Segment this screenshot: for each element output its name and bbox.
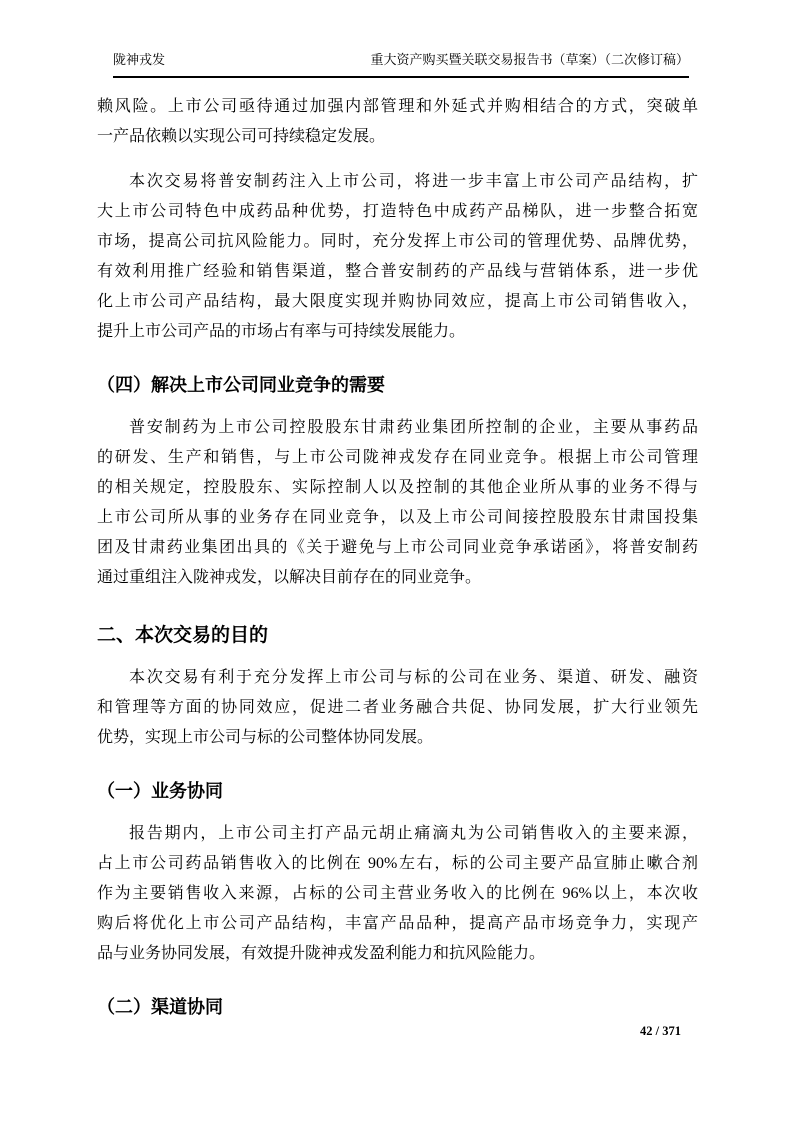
paragraph-line: 一产品依赖以实现公司可持续稳定发展。: [97, 128, 386, 145]
page-number: 42 / 371: [640, 1024, 681, 1038]
paragraph-line: 作为主要销售收入来源，占标的公司主营业务收入的比例在 96%以上，本次收: [97, 885, 698, 902]
header-short-title: 陇神戎发: [113, 52, 166, 67]
page-body: [97, 92, 698, 1035]
paragraph-line: 的相关规定，控股股东、实际控制人以及控制的其他企业所从事的业务不得与: [97, 479, 698, 496]
paragraph-purpose: [97, 663, 698, 753]
paragraph-line: 通过重组注入陇神戎发，以解决目前存在的同业竞争。: [97, 569, 482, 586]
paragraph-line: 品与业务协同发展，有效提升陇神戎发盈利能力和抗风险能力。: [97, 945, 546, 962]
heading-competition: （四）解决上市公司同业竞争的需要: [97, 375, 385, 395]
paragraph-line: 赖风险。上市公司亟待通过加强内部管理和外延式并购相结合的方式，突破单: [97, 98, 698, 115]
paragraph-carryover: [97, 92, 698, 152]
paragraph-line: 团及甘肃药业集团出具的《关于避免与上市公司同业竞争承诺函》，将普安制药: [97, 539, 698, 556]
paragraph-line: 提升上市公司产品的市场占有率与可持续发展能力。: [97, 323, 466, 340]
paragraph-line: 普安制药为上市公司控股股东甘肃药业集团所控制的企业，主要从事药品: [129, 419, 698, 436]
paragraph-line: 市场，提高公司抗风险能力。同时，充分发挥上市公司的管理优势、品牌优势，: [97, 233, 698, 250]
paragraph-line: 的研发、生产和销售，与上市公司陇神戎发存在同业竞争。根据上市公司管理: [97, 449, 698, 466]
paragraph-line: 报告期内，上市公司主打产品元胡止痛滴丸为公司销售收入的主要来源，: [129, 825, 698, 842]
paragraph-line: 大上市公司特色中成药品种优势，打造特色中成药产品梯队，进一步整合拓宽: [97, 203, 698, 220]
heading-business-synergy: （一）业务协同: [97, 781, 223, 801]
paragraph-line: 本次交易有利于充分发挥上市公司与标的公司在业务、渠道、研发、融资: [129, 669, 698, 686]
paragraph-business: [97, 819, 698, 969]
paragraph-line: 占上市公司药品销售收入的比例在 90%左右，标的公司主要产品宣肺止嗽合剂: [97, 855, 698, 872]
header-full-title: 重大资产购买暨关联交易报告书（草案）（二次修订稿）: [370, 52, 689, 67]
paragraph-line: 优势，实现上市公司与标的公司整体协同发展。: [97, 729, 434, 746]
heading-purpose: 二、本次交易的目的: [97, 625, 269, 646]
paragraph-line: 购后将优化上市公司产品结构，丰富产品品种，提高产品市场竞争力，实现产: [97, 915, 698, 932]
heading-channel-synergy: （二）渠道协同: [97, 997, 223, 1017]
paragraph-line: 有效利用推广经验和销售渠道，整合普安制药的产品线与营销体系，进一步优: [97, 263, 698, 280]
paragraph-line: 上市公司所从事的业务存在同业竞争，以及上市公司间接控股股东甘肃国投集: [97, 509, 698, 526]
page-header: [113, 50, 689, 78]
paragraph-competition: [97, 413, 698, 593]
paragraph-line: 和管理等方面的协同效应，促进二者业务融合共促、协同发展，扩大行业领先: [97, 699, 698, 716]
paragraph-line: 化上市公司产品结构，最大限度实现并购协同效应，提高上市公司销售收入，: [97, 293, 698, 310]
paragraph-line: 本次交易将普安制药注入上市公司，将进一步丰富上市公司产品结构，扩: [129, 173, 698, 190]
paragraph-transaction: [97, 167, 698, 347]
